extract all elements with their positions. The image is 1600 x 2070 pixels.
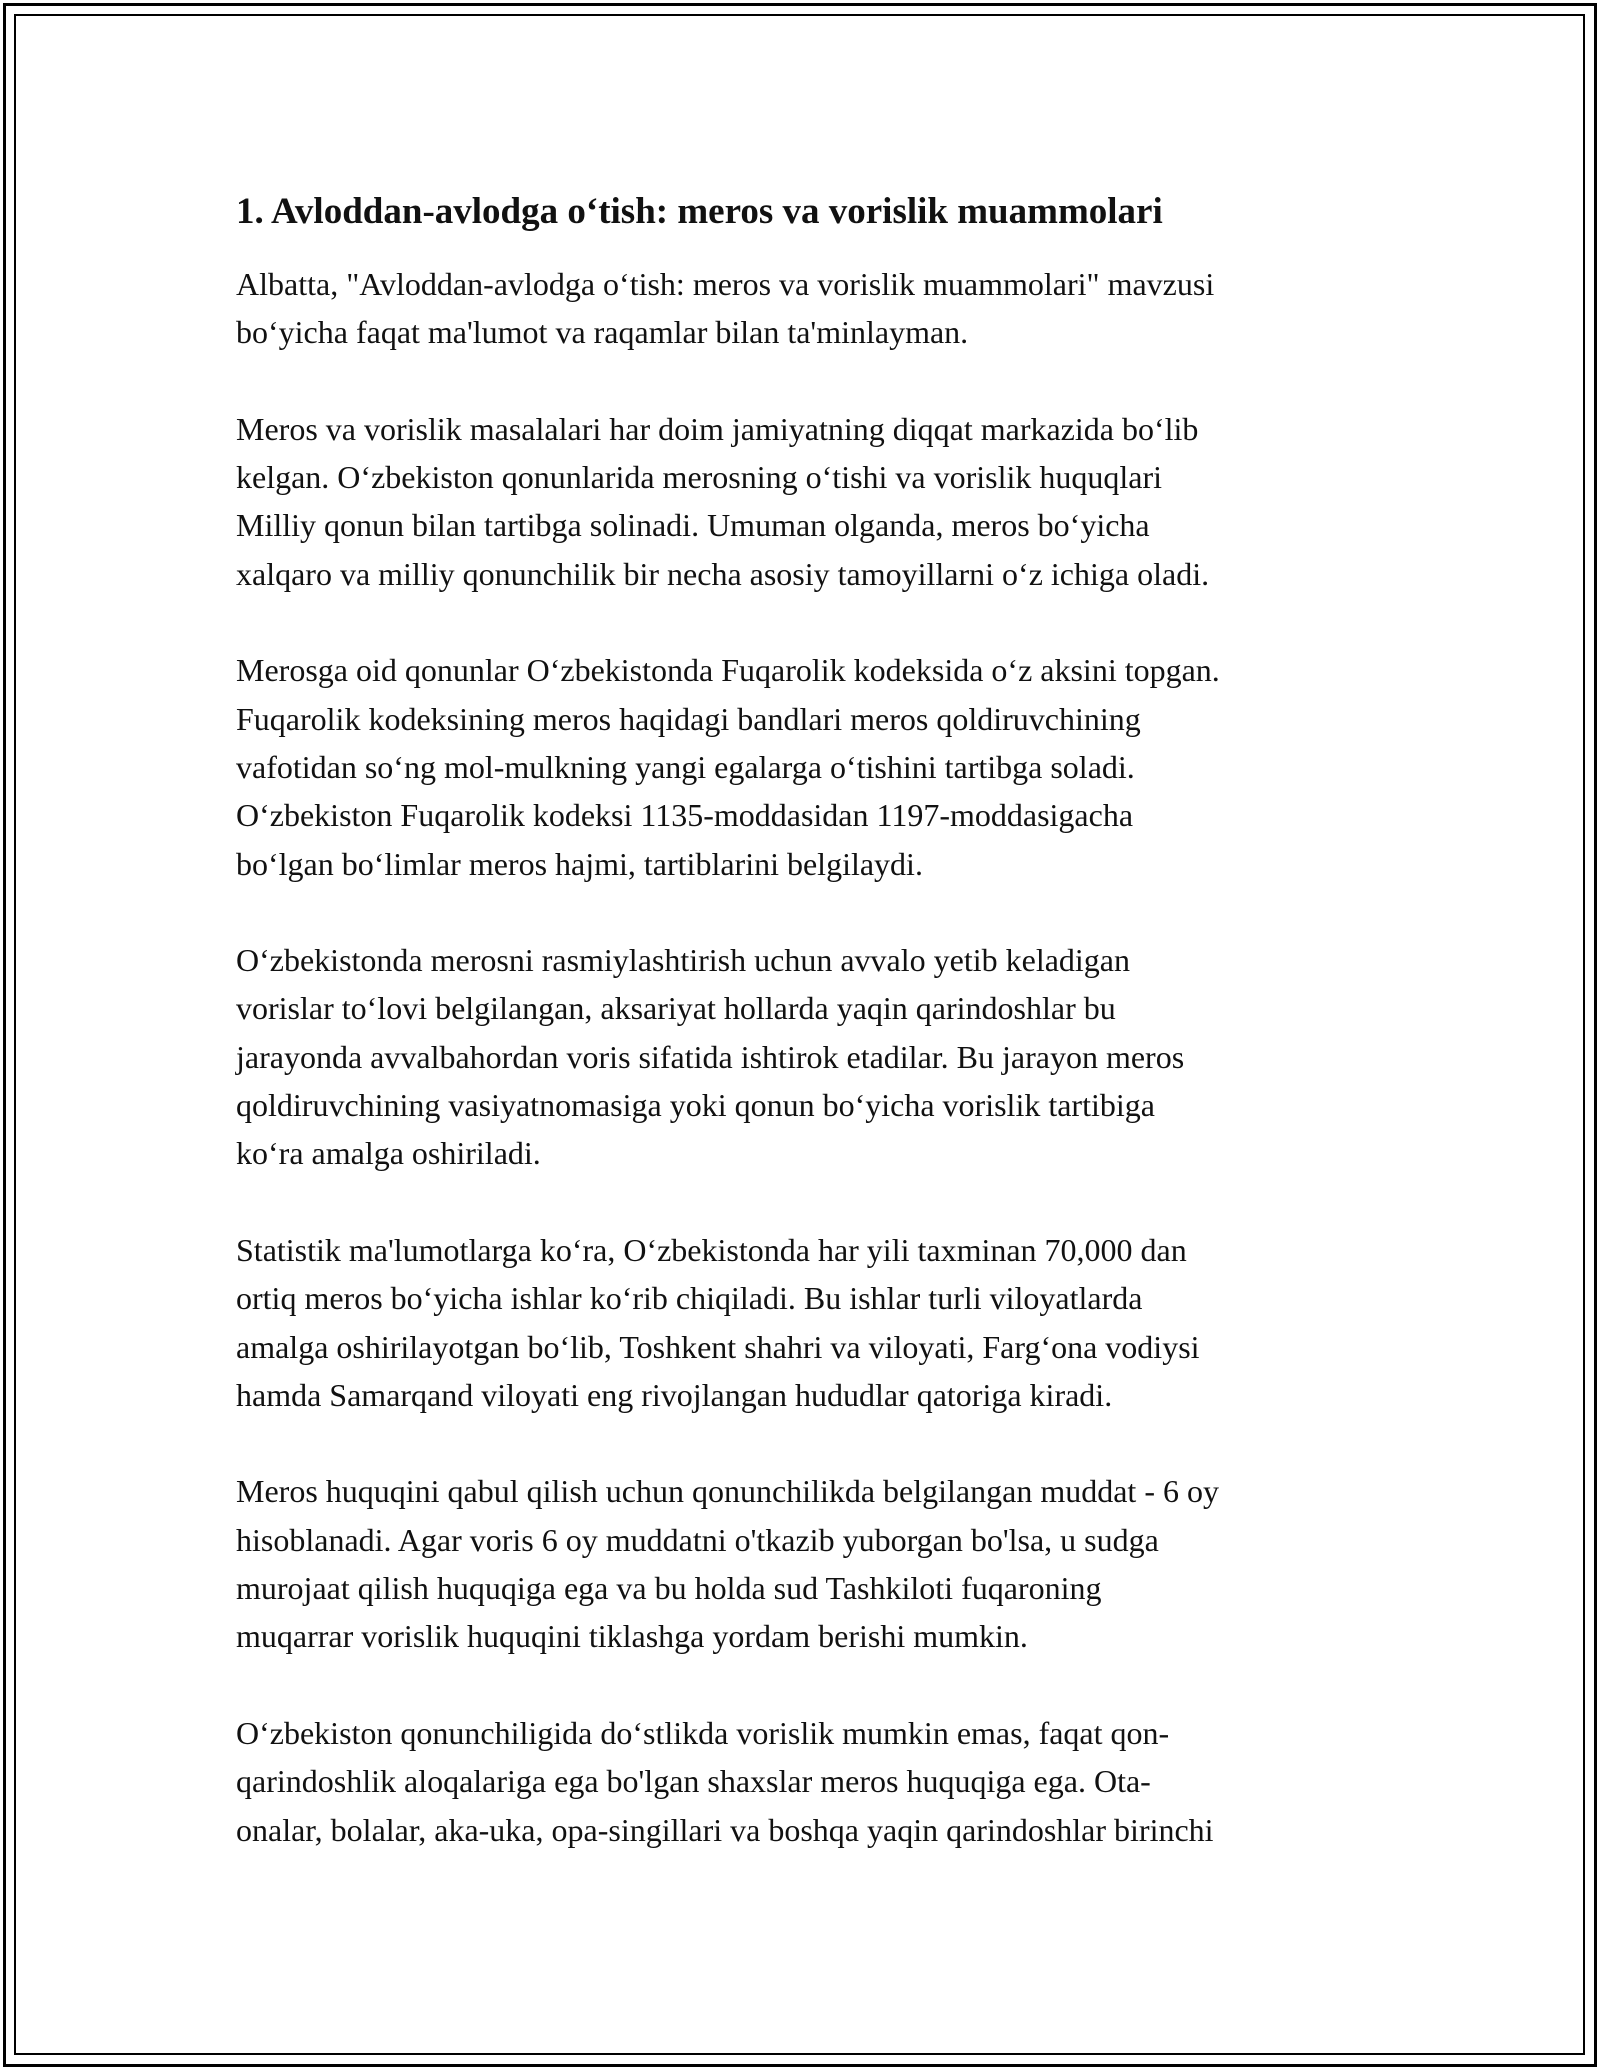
paragraph-line: hisoblanadi. Agar voris 6 oy muddatni o'tkazib yuborgan bo'lsa, u sudga xyxy=(236,1521,1159,1558)
paragraph-line: qarindoshlik aloqalariga ega bo'lgan shaxslar meros huquqiga ega. Ota- xyxy=(236,1763,1151,1800)
paragraph-line: kelgan. O‘zbekiston qonunlarida merosning o‘tishi va vorislik huquqlari xyxy=(236,459,1163,496)
paragraph-line: Meros huquqini qabul qilish uchun qonunchilikda belgilangan muddat - 6 oy xyxy=(236,1473,1219,1510)
paragraph-line: Milliy qonun bilan tartibga solinadi. Umuman olganda, meros bo‘yicha xyxy=(236,507,1150,544)
paragraph-line: O‘zbekiston qonunchiligida do‘stlikda vorislik mumkin emas, faqat qon- xyxy=(236,1714,1170,1751)
paragraph-line: vorislar to‘lovi belgilangan, aksariyat hollarda yaqin qarindoshlar bu xyxy=(236,990,1116,1027)
paragraph-line: hamda Samarqand viloyati eng rivojlangan hududlar qatoriga kiradi. xyxy=(236,1376,1113,1413)
paragraph xyxy=(236,1467,1386,1660)
paragraph-line: bo‘lgan bo‘limlar meros hajmi, tartiblarini belgilaydi. xyxy=(236,845,923,882)
paragraph-line: jarayonda avvalbahordan voris sifatida ishtirok etadilar. Bu jarayon meros xyxy=(236,1038,1185,1075)
paragraph-line: ortiq meros bo‘yicha ishlar ko‘rib chiqiladi. Bu ishlar turli viloyatlarda xyxy=(236,1280,1143,1317)
paragraph-line: O‘zbekiston Fuqarolik kodeksi 1135-moddasidan 1197-moddasigacha xyxy=(236,797,1134,834)
paragraph-line: murojaat qilish huquqiga ega va bu holda sud Tashkiloti fuqaroning xyxy=(236,1570,1102,1607)
paragraph-line: vafotidan so‘ng mol-mulkning yangi egalarga o‘tishini tartibga soladi. xyxy=(236,748,1135,785)
paragraph xyxy=(236,1709,1386,1854)
paragraph-line: Statistik ma'lumotlarga ko‘ra, O‘zbekistonda har yili taxminan 70,000 dan xyxy=(236,1231,1187,1268)
paragraph-line: Meros va vorislik masalalari har doim jamiyatning diqqat markazida bo‘lib xyxy=(236,410,1199,447)
paragraph-line: amalga oshirilayotgan bo‘lib, Toshkent shahri va viloyati, Farg‘ona vodiysi xyxy=(236,1328,1200,1365)
paragraph-list xyxy=(236,260,1386,1854)
paragraph-line: O‘zbekistonda merosni rasmiylashtirish uchun avvalo yetib keladigan xyxy=(236,942,1130,979)
paragraph xyxy=(236,260,1386,357)
paragraph-line: Albatta, "Avloddan-avlodga o‘tish: meros va vorislik muammolari" mavzusi xyxy=(236,266,1215,302)
paragraph-line: xalqaro va milliy qonunchilik bir necha asosiy tamoyillarni o‘z ichiga oladi. xyxy=(236,555,1210,592)
document-title: 1. Avloddan-avlodga o‘tish: meros va vorislik muammolari xyxy=(236,191,1163,232)
paragraph xyxy=(236,1226,1386,1419)
paragraph-line: ko‘ra amalga oshiriladi. xyxy=(236,1135,541,1172)
paragraph xyxy=(236,646,1386,887)
document-body xyxy=(236,188,1386,1902)
paragraph-line: bo‘yicha faqat ma'lumot va raqamlar bilan ta'minlayman. xyxy=(236,314,969,351)
paragraph xyxy=(236,405,1386,598)
paragraph-line: onalar, bolalar, aka-uka, opa-singillari va boshqa yaqin qarindoshlar birinchi xyxy=(236,1811,1214,1848)
paragraph-line: Fuqarolik kodeksining meros haqidagi bandlari meros qoldiruvchining xyxy=(236,700,1141,737)
paragraph-line: muqarrar vorislik huquqini tiklashga yordam berishi mumkin. xyxy=(236,1618,1028,1655)
paragraph-line: Merosga oid qonunlar O‘zbekistonda Fuqarolik kodeksida o‘z aksini topgan. xyxy=(236,652,1220,689)
paragraph-line: qoldiruvchining vasiyatnomasiga yoki qonun bo‘yicha vorislik tartibiga xyxy=(236,1087,1155,1124)
paragraph xyxy=(236,936,1386,1177)
